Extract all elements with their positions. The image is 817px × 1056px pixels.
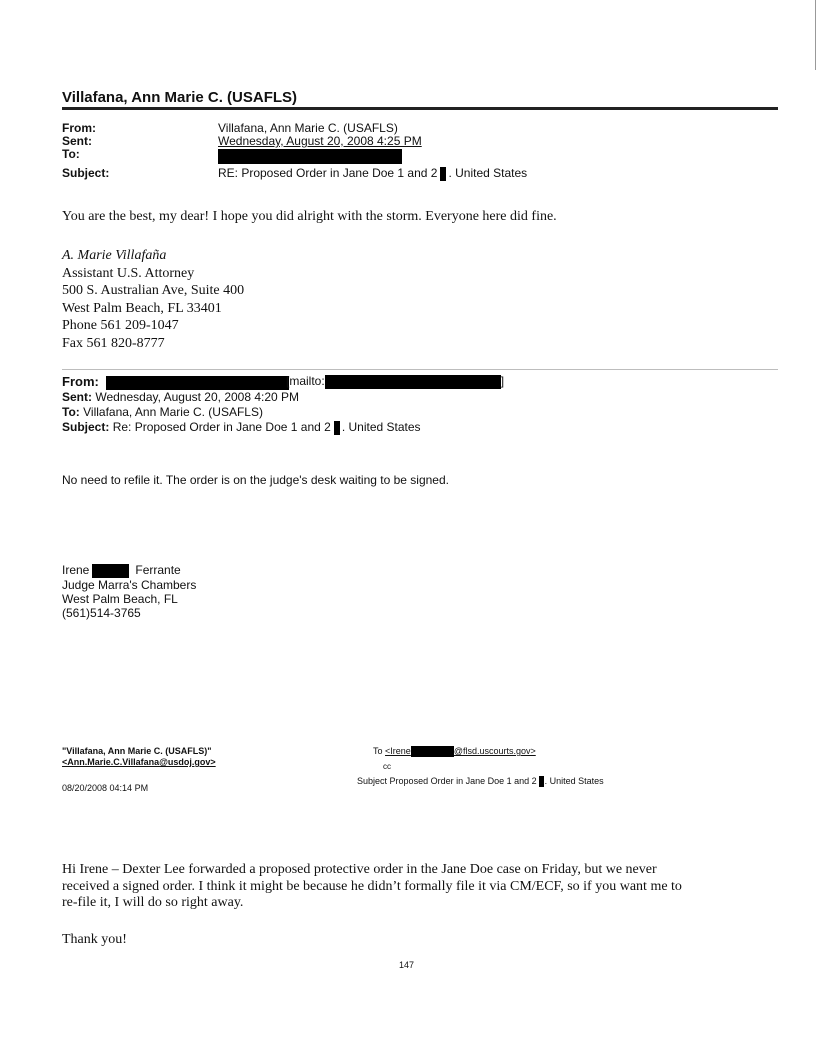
- notes-sender-block: [62, 746, 216, 768]
- signature-name: A. Marie Villafaña: [62, 248, 167, 263]
- mailto-text: [mailto:: [286, 374, 325, 389]
- irene-phone: (561)514-3765: [62, 605, 141, 620]
- redaction-mailto: [325, 375, 501, 389]
- redaction-to: [218, 149, 402, 164]
- header-rule: [62, 107, 778, 110]
- notes-sender: "Villafana, Ann Marie C. (USAFLS)": [62, 746, 212, 756]
- top-email-body: You are the best, my dear! I hope you did alright with the storm. Everyone here did fine.: [62, 209, 557, 224]
- subject-text-b: . United States: [448, 166, 528, 181]
- notes-to-line: [373, 746, 536, 757]
- page-number: 147: [399, 960, 415, 970]
- notes-subject-label: Subject: [357, 776, 388, 786]
- second-from-line: [62, 375, 289, 390]
- redaction-notes-to: [411, 746, 454, 757]
- reply-separator: [62, 369, 778, 370]
- second-email-body: No need to refile it. The order is on the judge's desk waiting to be signed.: [62, 473, 449, 487]
- second-subject-label: Subject:: [62, 420, 110, 434]
- notes-to-a: <Irene: [385, 746, 411, 756]
- from-value: Villafana, Ann Marie C. (USAFLS): [218, 121, 398, 135]
- mailto-line: [286, 375, 504, 389]
- notes-cc-label: cc: [383, 762, 391, 771]
- irene-signature: [62, 563, 196, 620]
- original-body-line1: Hi Irene – Dexter Lee forwarded a proposed protective order in the Jane Doe case on Friday, but we never: [62, 862, 657, 877]
- mailto-close: ]: [500, 374, 505, 389]
- subject-value: [218, 167, 527, 181]
- redaction-second-from: [106, 376, 289, 390]
- notes-to-label: To: [373, 746, 383, 756]
- sent-label: Sent:: [62, 134, 92, 148]
- second-to-label: To:: [62, 405, 80, 419]
- signature-fax: Fax 561 820-8777: [62, 335, 165, 351]
- irene-first-name: Irene: [62, 563, 90, 577]
- original-body-line2: received a signed order. I think it might be because he didn’t formally file it via CM/ECF, so if you want me to: [62, 878, 682, 894]
- second-header-block: [62, 390, 421, 435]
- second-sent-value: Wednesday, August 20, 2008 4:20 PM: [95, 390, 300, 404]
- original-body-line3: re-file it, I will do so right away.: [62, 895, 244, 910]
- notes-subject-line: [357, 776, 604, 787]
- original-email-body: [62, 862, 682, 912]
- second-sent-label: Sent:: [62, 390, 92, 404]
- second-subject-text-b: . United States: [341, 420, 421, 434]
- irene-chambers: Judge Marra's Chambers: [62, 577, 197, 592]
- page-edge-mark: [815, 0, 816, 70]
- subject-text-a: RE: Proposed Order in Jane Doe 1 and 2: [218, 166, 438, 181]
- signature-address2: West Palm Beach, FL 33401: [62, 300, 222, 316]
- header-sender-name: Villafana, Ann Marie C. (USAFLS): [62, 89, 298, 106]
- sent-value: Wednesday, August 20, 2008 4:25 PM: [218, 134, 422, 148]
- redaction-subject: [440, 167, 446, 181]
- redaction-irene-name: [92, 564, 129, 578]
- signature-block: [62, 247, 244, 352]
- second-from-label: From:: [62, 374, 99, 389]
- notes-sender-email: <Ann.Marie.C.Villafana@usdoj.gov>: [62, 757, 216, 767]
- redaction-notes-subject: [539, 776, 544, 787]
- irene-last-name: Ferrante: [135, 563, 181, 577]
- notes-date: 08/20/2008 04:14 PM: [62, 783, 149, 793]
- notes-to-b: @flsd.uscourts.gov>: [453, 746, 536, 756]
- original-closing: Thank you!: [62, 932, 127, 947]
- second-subject-text-a: Re: Proposed Order in Jane Doe 1 and 2: [112, 420, 331, 434]
- to-label: To:: [62, 147, 80, 161]
- from-label: From:: [62, 121, 96, 135]
- second-to-value: Villafana, Ann Marie C. (USAFLS): [83, 405, 263, 419]
- signature-address1: 500 S. Australian Ave, Suite 400: [62, 283, 245, 298]
- redaction-second-subject: [334, 421, 340, 435]
- subject-label: Subject:: [62, 166, 110, 180]
- notes-subject-b: . United States: [544, 776, 604, 786]
- irene-city: West Palm Beach, FL: [62, 591, 178, 606]
- signature-title: Assistant U.S. Attorney: [62, 265, 195, 281]
- notes-subject-a: Proposed Order in Jane Doe 1 and 2: [389, 776, 537, 786]
- signature-phone: Phone 561 209-1047: [62, 318, 179, 333]
